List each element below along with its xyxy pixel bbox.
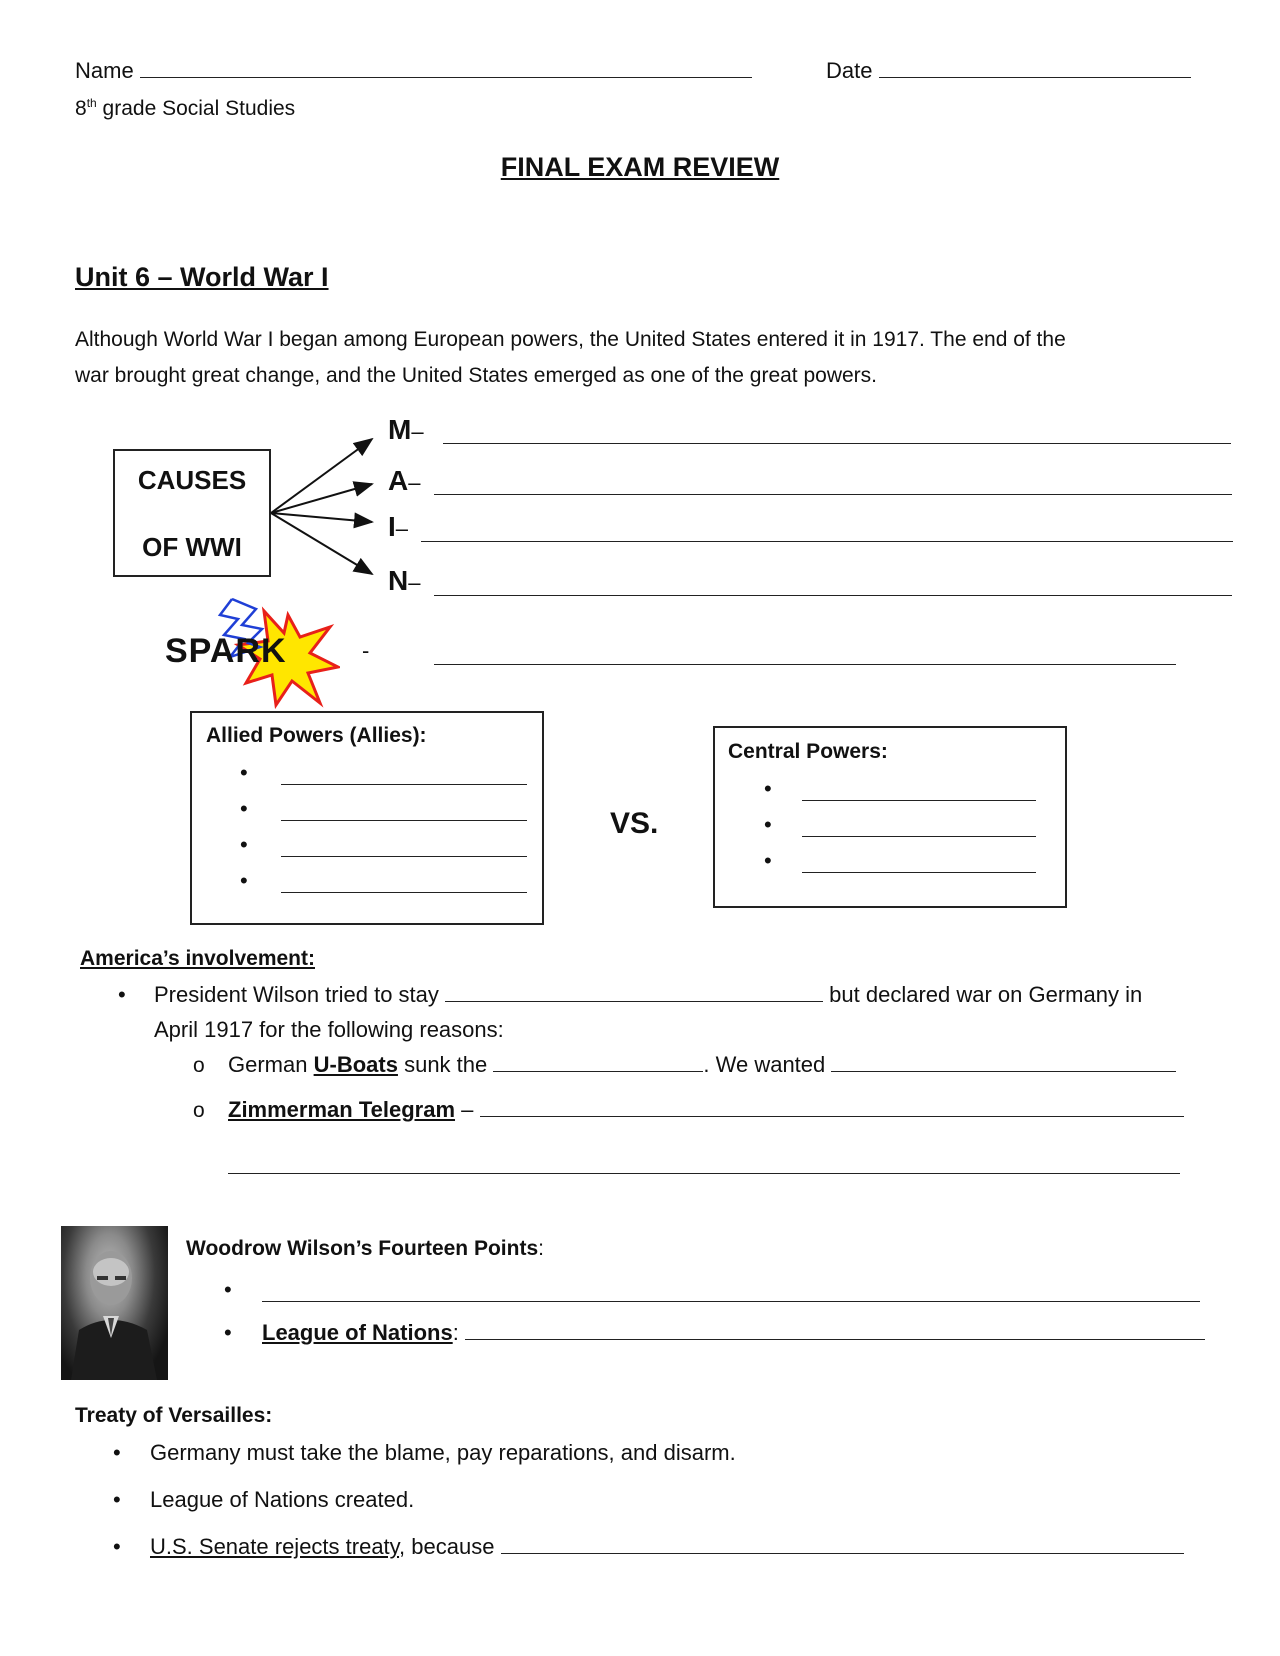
cause-dash-n: – [408,570,421,595]
uboats-sub-bullet: o [193,1054,205,1077]
america-line1-b: but declared war on Germany in [829,982,1143,1007]
cause-n-row [388,565,420,597]
league-row [262,1320,1205,1346]
central-blank-2[interactable] [802,818,1036,837]
cause-i-blank[interactable] [421,523,1233,542]
allied-blank-1[interactable] [281,766,527,785]
grade-number: 8 [75,97,87,120]
fourteen-points-heading-row [186,1236,544,1262]
spark-dash: - [362,638,370,663]
allied-blank-2[interactable] [281,802,527,821]
name-label: Name [75,58,134,83]
arrow-a [271,484,372,513]
america-line-2: April 1917 for the following reasons: [154,1017,504,1042]
cause-dash-i: – [395,516,409,541]
cause-letter-n: N [388,565,409,596]
arrow-m [271,439,372,513]
america-heading: America’s involvement: [80,947,315,970]
intro-line-1: Although World War I began among European powers, the United States entered it in 1917. The end of the [75,328,1066,351]
treaty-bullet-1: • [113,1440,121,1465]
allied-bullet-3: • [240,832,248,857]
zimmerman-blank-2[interactable] [228,1155,1180,1174]
zimmerman-blank-1[interactable] [480,1098,1184,1117]
central-bullet-3: • [764,848,772,873]
fourteen-bullet-1: • [224,1277,232,1302]
we-wanted-blank[interactable] [831,1053,1176,1072]
cause-letter-a: A [388,465,409,496]
treaty-item-2: League of Nations created. [150,1487,415,1512]
central-bullet-1: • [764,776,772,801]
intro-line-2: war brought great change, and the United States emerged as one of the great powers. [75,364,878,387]
central-blank-1[interactable] [802,782,1036,801]
uboats-end: . We wanted [703,1052,826,1077]
versus-label: VS. [610,807,659,840]
treaty-bullet-2: • [113,1487,121,1512]
allied-title: Allied Powers (Allies): [206,724,427,747]
neutral-blank[interactable] [445,983,823,1002]
fourteen-bullet-2: • [224,1320,232,1345]
page-title: FINAL EXAM REVIEW [500,152,780,182]
fourteen-points-heading: Woodrow Wilson’s Fourteen Points [186,1237,539,1260]
america-line-1 [154,982,1142,1008]
uboats-blank[interactable] [493,1053,703,1072]
zimmerman-term: Zimmerman Telegram [228,1097,456,1122]
spark-blank[interactable] [434,646,1176,665]
zimmerman-row [228,1097,1184,1123]
treaty-item-3 [150,1534,1184,1560]
allied-bullet-4: • [240,868,248,893]
spark-label: SPARK [165,632,287,670]
uboats-mid: sunk the [404,1052,488,1077]
central-bullet-2: • [764,812,772,837]
central-blank-3[interactable] [802,854,1036,873]
uboats-term: U-Boats [313,1052,398,1077]
allied-bullet-2: • [240,796,248,821]
allied-blank-3[interactable] [281,838,527,857]
arrow-n [271,513,372,574]
cause-n-blank[interactable] [434,577,1232,596]
league-term: League of Nations [262,1320,453,1345]
woodrow-wilson-photo [61,1226,168,1380]
date-label: Date [826,58,873,83]
cause-a-blank[interactable] [434,476,1232,495]
cause-a-row [388,465,420,497]
league-colon: : [452,1320,459,1345]
causes-label-1: CAUSES [137,465,247,495]
unit-heading: Unit 6 – World War I [75,262,329,292]
treaty-senate-term: U.S. Senate rejects treaty [150,1534,400,1559]
treaty-heading: Treaty of Versailles: [75,1404,273,1427]
allied-blank-4[interactable] [281,874,527,893]
cause-letter-i: I [388,511,396,542]
senate-reason-blank[interactable] [501,1535,1184,1554]
america-line1-a: President Wilson tried to stay [154,982,439,1007]
treaty-item-1: Germany must take the blame, pay reparations, and disarm. [150,1440,736,1465]
grade-text: grade Social Studies [96,97,296,120]
cause-i-row [388,511,408,543]
uboats-row [228,1052,1176,1078]
fourteen-colon: : [538,1237,544,1260]
cause-dash-a: – [408,470,421,495]
treaty-because: , because [399,1534,495,1559]
cause-m-row [388,414,424,446]
america-bullet: • [118,982,126,1007]
cause-letter-m: M [388,414,412,445]
uboats-pre: German [228,1052,308,1077]
portrait-icon [61,1226,168,1380]
zimmerman-dash: – [461,1097,474,1122]
fourteen-blank-1[interactable] [262,1283,1200,1302]
treaty-bullet-3: • [113,1534,121,1559]
cause-dash-m: – [411,419,424,444]
central-title: Central Powers: [728,740,888,763]
allied-bullet-1: • [240,760,248,785]
league-blank[interactable] [465,1321,1205,1340]
cause-m-blank[interactable] [443,425,1231,444]
arrow-i [271,513,372,522]
zimmerman-sub-bullet: o [193,1099,205,1122]
causes-label-2: OF WWI [142,532,242,562]
grade-ordinal: th [86,96,97,110]
